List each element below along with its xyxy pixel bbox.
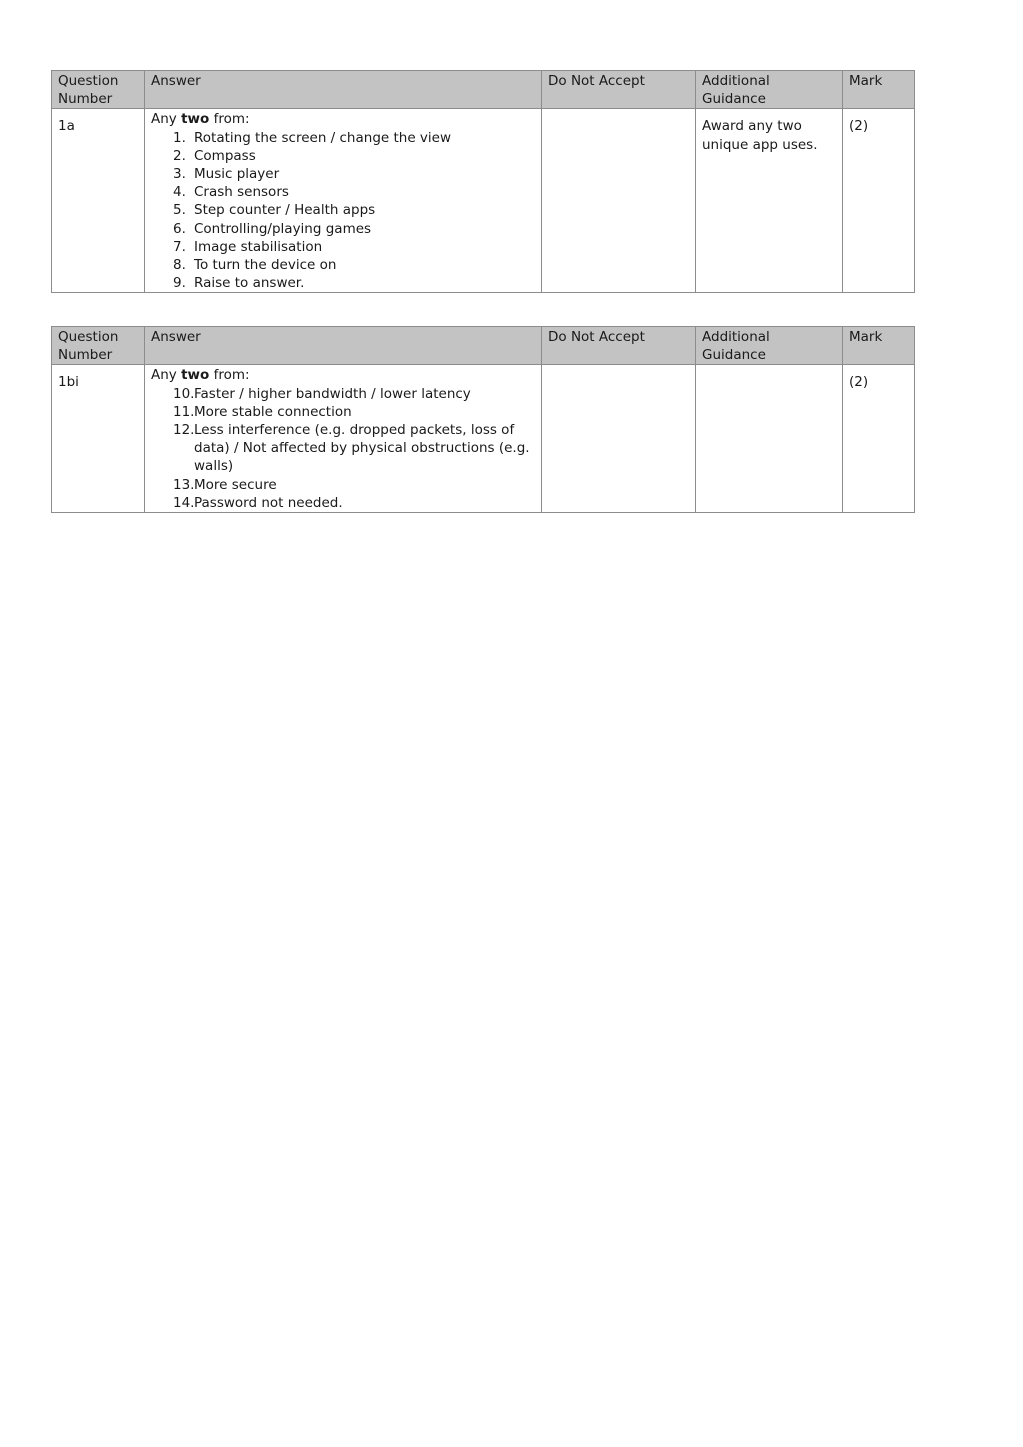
mark-cell: (2) — [843, 109, 915, 293]
header-row — [52, 71, 915, 109]
do-not-accept-cell — [542, 365, 696, 513]
mark-scheme-table-1bi — [51, 326, 915, 513]
list-item: 11. More stable connection — [173, 403, 352, 420]
answer-list — [151, 129, 535, 293]
list-item: 12. Less interference (e.g. dropped packets, loss of data) / Not affected by physical obstructions (e.g. walls) — [173, 422, 530, 475]
list-item: 10. Faster / higher bandwidth / lower latency — [173, 385, 471, 402]
mark-cell: (2) — [843, 365, 915, 513]
header-mark: Mark — [843, 327, 915, 365]
do-not-accept-cell — [542, 109, 696, 293]
answer-intro: Any two from: — [151, 111, 250, 128]
header-answer: Answer — [145, 327, 542, 365]
answer-list — [151, 385, 535, 512]
list-item: 2. Compass — [173, 147, 256, 164]
list-item: 3. Music player — [173, 166, 280, 183]
list-item: 9. Raise to answer. — [173, 275, 305, 292]
header-answer: Answer — [145, 71, 542, 109]
answer-cell — [145, 365, 542, 513]
answer-intro: Any two from: — [151, 367, 250, 384]
answer-row — [52, 109, 915, 293]
header-question-number: Question Number — [52, 327, 145, 365]
list-item: 8. To turn the device on — [173, 257, 337, 274]
list-item: 13. More secure — [173, 476, 277, 493]
additional-guidance-cell — [696, 365, 843, 513]
question-number: 1bi — [52, 365, 145, 513]
additional-guidance-cell: Award any two unique app uses. — [696, 109, 843, 293]
header-question-number: Question Number — [52, 71, 145, 109]
list-item: 5. Step counter / Health apps — [173, 202, 376, 219]
answer-cell — [145, 109, 542, 293]
question-number: 1a — [52, 109, 145, 293]
list-item: 4. Crash sensors — [173, 184, 289, 201]
header-do-not-accept: Do Not Accept — [542, 327, 696, 365]
header-row — [52, 327, 915, 365]
list-item: 6. Controlling/playing games — [173, 220, 372, 237]
header-additional-guidance: Additional Guidance — [696, 327, 843, 365]
list-item: 7. Image stabilisation — [173, 238, 323, 255]
list-item: 1. Rotating the screen / change the view — [173, 129, 452, 146]
header-additional-guidance: Additional Guidance — [696, 71, 843, 109]
header-do-not-accept: Do Not Accept — [542, 71, 696, 109]
mark-scheme-table-1a — [51, 70, 915, 293]
header-mark: Mark — [843, 71, 915, 109]
answer-row — [52, 365, 915, 513]
list-item: 14. Password not needed. — [173, 494, 343, 511]
